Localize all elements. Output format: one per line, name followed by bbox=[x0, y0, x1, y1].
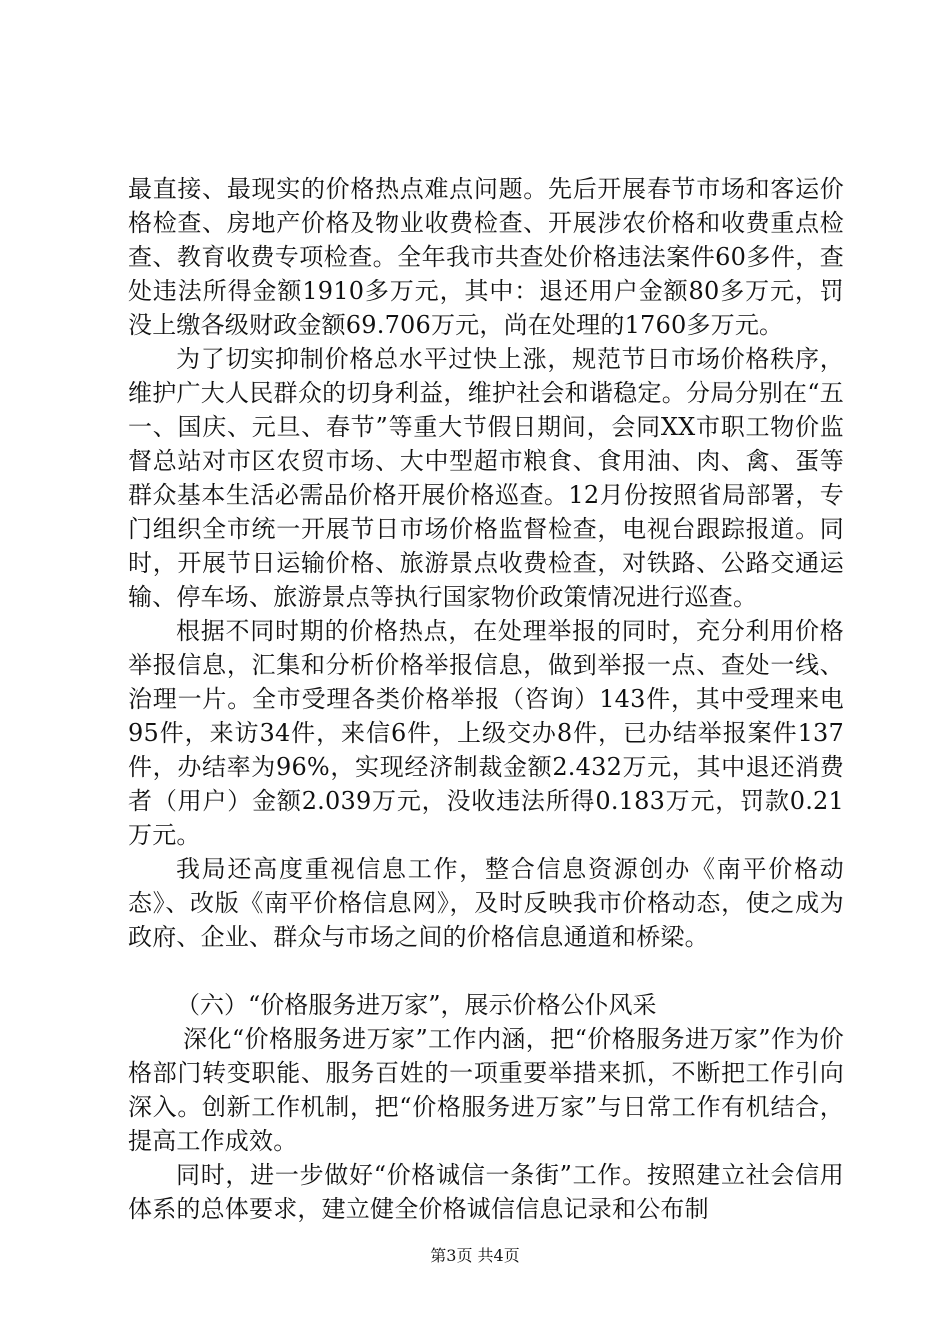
paragraph-price-information-work: 我局还高度重视信息工作，整合信息资源创办《南平价格动态》、改版《南平价格信息网》，及时反映我市价格动态，使之成为政府、企业、群众与市场之间的价格信息通道和桥梁。 bbox=[128, 855, 844, 951]
section-heading-price-service: （六）“价格服务进万家”，展示价格公仆风采 bbox=[176, 991, 657, 1019]
page-number-footer: 第3页 共4页 bbox=[430, 1246, 520, 1265]
paragraph-price-service-deepening: 深化“价格服务进万家”工作内涵，把“价格服务进万家”作为价格部门转变职能、服务百姓的一项重要举措来抓，不断把工作引向深入。创新工作机制，把“价格服务进万家”与日常工作有机结合，提高工作成效。 bbox=[128, 1025, 844, 1155]
document-body bbox=[128, 172, 844, 1226]
paragraph-holiday-price-inspection: 为了切实抑制价格总水平过快上涨，规范节日市场价格秩序，维护广大人民群众的切身利益，维护社会和谐稳定。分局分别在“五一、国庆、元旦、春节”等重大节假日期间，会同XX市职工物价监督总站对市区农贸市场、大中型超市粮食、食用油、肉、禽、蛋等群众基本生活必需品价格开展价格巡查。12月份按照省局部署，专门组织全市统一开展节日市场价格监督检查，电视台跟踪报道。同时，开展节日运输价格、旅游景点收费检查，对铁路、公路交通运输、停车场、旅游景点等执行国家物价政策情况进行巡查。 bbox=[128, 345, 844, 611]
paragraph-price-integrity-street: 同时，进一步做好“价格诚信一条街”工作。按照建立社会信用体系的总体要求，建立健全价格诚信信息记录和公布制 bbox=[128, 1161, 844, 1223]
paragraph-price-inspection-results: 最直接、最现实的价格热点难点问题。先后开展春节市场和客运价格检查、房地产价格及物业收费检查、开展涉农价格和收费重点检查、教育收费专项检查。全年我市共查处价格违法案件60多件，查处违法所得金额1910多万元，其中：退还用户金额80多万元，罚没上缴各级财政金额69.706万元，尚在处理的1760多万元。 bbox=[128, 175, 844, 339]
paragraph-price-complaint-handling: 根据不同时期的价格热点，在处理举报的同时，充分利用价格举报信息，汇集和分析价格举报信息，做到举报一点、查处一线、治理一片。全市受理各类价格举报（咨询）143件，其中受理来电95件，来访34件，来信6件，上级交办8件，已办结举报案件137件，办结率为96%，实现经济制裁金额2.432万元，其中退还消费者（用户）金额2.039万元，没收违法所得0.183万元，罚款0.21万元。 bbox=[128, 617, 844, 849]
